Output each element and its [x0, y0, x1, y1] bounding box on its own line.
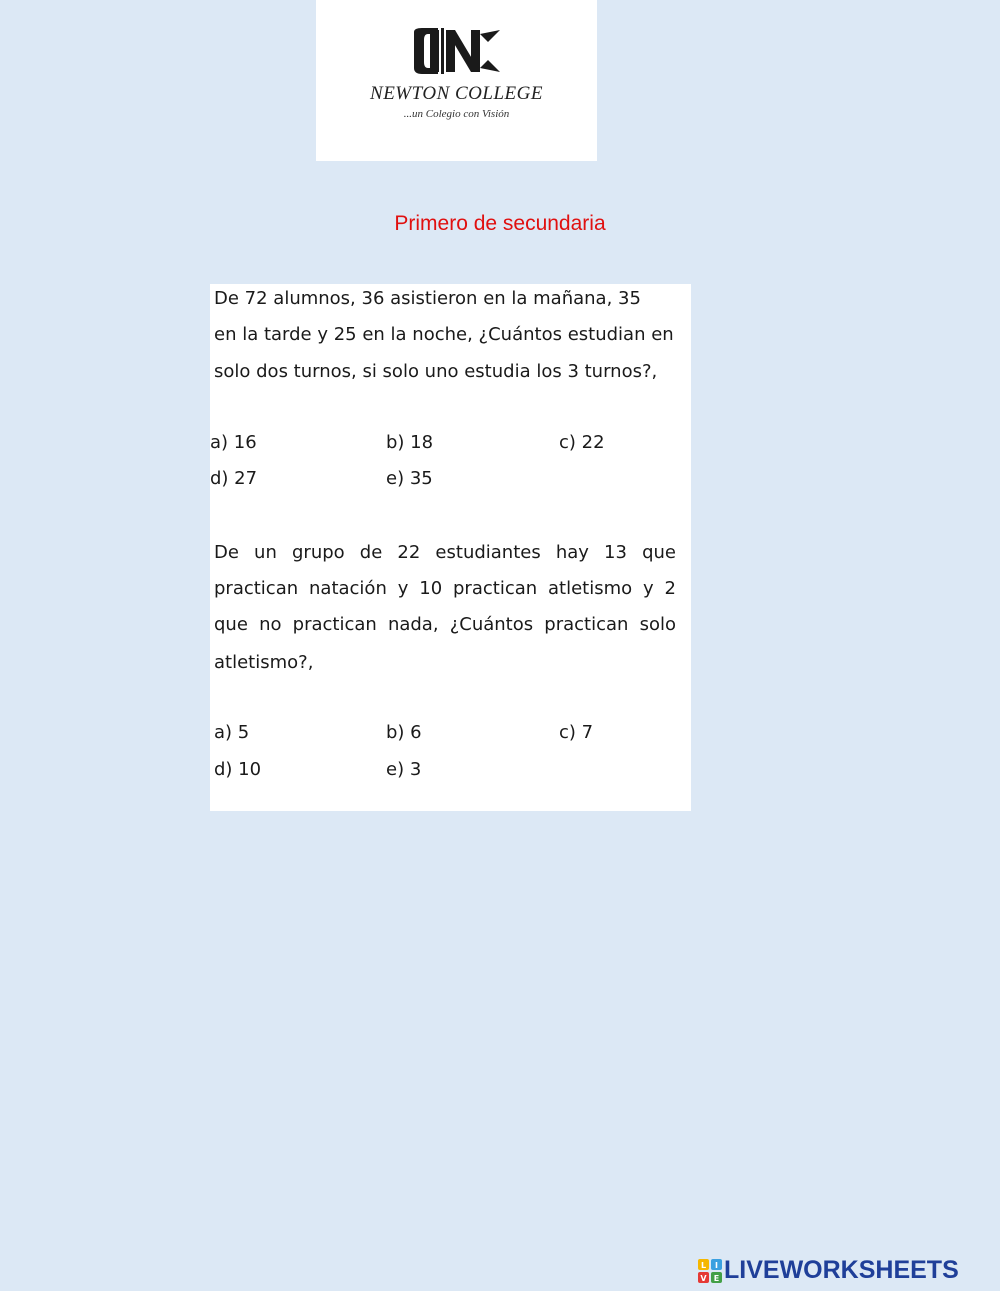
quiz-image [210, 284, 691, 811]
page-subtitle: Primero de secundaria [394, 212, 606, 235]
question-2-line-3: que no practican nada, ¿Cuántos practican solo [214, 614, 676, 635]
liveworksheets-wordmark: LIVEWORKSHEETS [724, 1256, 959, 1284]
question-2-line-4: atletismo?, [214, 652, 314, 673]
question-1-option-b: b) 18 [386, 432, 434, 453]
question-1-option-c: c) 22 [559, 432, 605, 453]
badge-letter-l: L [700, 1261, 707, 1270]
question-1-option-a: a) 16 [210, 432, 257, 453]
newton-college-emblem [408, 28, 504, 74]
badge-letter-e: E [713, 1274, 720, 1283]
question-2-option-d: d) 10 [214, 759, 262, 780]
question-2-option-e: e) 3 [386, 759, 422, 780]
question-1-option-e: e) 35 [386, 468, 433, 489]
question-1-line-3: solo dos turnos, si solo uno estudia los 3 turnos?, [214, 361, 658, 382]
question-2-line-2: practican natación y 10 practican atletismo y 2 [214, 578, 676, 599]
question-2-option-a: a) 5 [214, 722, 250, 743]
question-1-line-1: De 72 alumnos, 36 asistieron en la mañana, 35 [214, 288, 641, 309]
question-1-line-2: en la tarde y 25 en la noche, ¿Cuántos estudian en [214, 324, 674, 345]
question-2-option-b: b) 6 [386, 722, 422, 743]
question-2-line-1: De un grupo de 22 estudiantes hay 13 que [214, 542, 676, 563]
logo-name: NEWTON COLLEGE [370, 83, 543, 104]
question-1-option-d: d) 27 [210, 468, 258, 489]
logo-tagline: ...un Colegio con Visión [403, 108, 510, 120]
liveworksheets-brand [698, 1256, 994, 1286]
badge-letter-i: I [715, 1261, 718, 1270]
school-logo [316, 0, 597, 161]
badge-letter-v: V [700, 1274, 707, 1283]
question-2-option-c: c) 7 [559, 722, 594, 743]
liveworksheets-badge-icon [698, 1259, 722, 1283]
